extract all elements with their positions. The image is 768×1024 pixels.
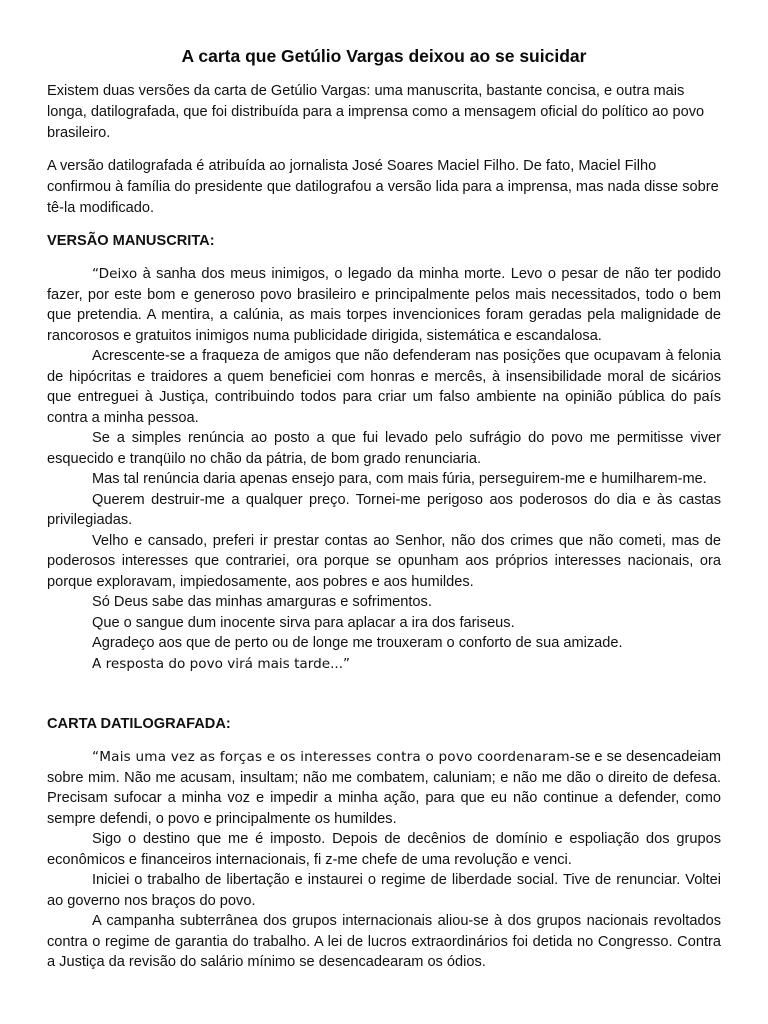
letter-paragraph bbox=[47, 747, 721, 829]
letter-paragraph: Iniciei o trabalho de libertação e instaurei o regime de liberdade social. Tive de renunciar. Voltei ao governo nos braços do povo. bbox=[47, 872, 721, 909]
letter-datilografada bbox=[47, 747, 721, 973]
letter-paragraph: Sigo o destino que me é imposto. Depois de decênios de domínio e espoliação dos grupos econômicos e financeiros internacionais, fi z-me chefe de uma revolução e venci. bbox=[47, 831, 721, 868]
letter-paragraph: Agradeço aos que de perto ou de longe me trouxeram o conforto de sua amizade. bbox=[92, 635, 623, 651]
handwritten-opening: “Deixo bbox=[92, 266, 138, 282]
typed-opening: “Mais uma vez as forças e os interesses contra o povo coordenaram- bbox=[92, 749, 575, 765]
section-heading-datilografada: CARTA DATILOGRAFADA: bbox=[47, 716, 231, 732]
intro-paragraph: A versão datilografada é atribuída ao jornalista José Soares Maciel Filho. De fato, Maciel Filho confirmou à família do presidente que datilografou a versão lida para a imprensa, mas nada disse sobre tê-la modificado. bbox=[47, 158, 719, 216]
letter-paragraph: Velho e cansado, preferi ir prestar contas ao Senhor, não dos crimes que não cometi, mas de poderosos interesses que contrariei, ora porque se opunham aos próprios interesses nacionais, ora porque exploravam, impiedosamente, aos pobres e aos humildes. bbox=[47, 532, 721, 590]
letter-paragraph: Se a simples renúncia ao posto a que fui levado pelo sufrágio do povo me permitisse viver esquecido e tranqüilo no chão da pátria, de bom grado renunciaria. bbox=[47, 430, 721, 467]
letter-paragraph bbox=[47, 264, 721, 346]
paragraph-text: à sanha dos meus inimigos, o legado da minha morte. Levo o pesar de não ter podido fazer, por este bom e generoso povo brasileiro e principalmente pelos mais necessitados, todo o bem que pretendia. A mentira, a calúnia, as mais torpes invencionices foram geradas pela malignidade de rancorosos e gratuitos inimigos numa publicidade dirigida, sistemática e escandalosa. bbox=[47, 266, 721, 344]
letter-paragraph: Mas tal renúncia daria apenas ensejo para, com mais fúria, perseguirem-me e humilharem-me. bbox=[92, 471, 707, 487]
letter-closing: A resposta do povo virá mais tarde...” bbox=[92, 655, 351, 672]
document-page bbox=[47, 0, 721, 973]
page-title: A carta que Getúlio Vargas deixou ao se suicidar bbox=[181, 46, 587, 66]
letter-paragraph: Que o sangue dum inocente sirva para aplacar a ira dos fariseus. bbox=[92, 614, 515, 631]
letter-paragraph: Só Deus sabe das minhas amarguras e sofrimentos. bbox=[92, 594, 432, 610]
paragraph-text: se e se desencadeiam sobre mim. Não me acusam, insultam; não me combatem, caluniam; e não me dão o direito de defesa. Precisam sufocar a minha voz e impedir a minha ação, para que eu não continue a defender, como sempre defendi, o povo e principalmente os humildes. bbox=[47, 749, 721, 827]
letter-paragraph: A campanha subterrânea dos grupos internacionais aliou-se à dos grupos nacionais revoltados contra o regime de garantia do trabalho. A lei de lucros extraordinários foi detida no Congresso. Contra a Justiça da revisão do salário mínimo se desencadearam os ódios. bbox=[47, 913, 721, 970]
section-spacer bbox=[47, 674, 721, 702]
intro-paragraph: Existem duas versões da carta de Getúlio Vargas: uma manuscrita, bastante concisa, e outra mais longa, datilografada, que foi distribuída para a imprensa como a mensagem oficial do político ao povo brasileiro. bbox=[47, 83, 705, 141]
letter-paragraph: Querem destruir-me a qualquer preço. Tornei-me perigoso aos poderosos do dia e às castas privilegiadas. bbox=[47, 491, 721, 528]
letter-manuscrita bbox=[47, 264, 721, 674]
letter-paragraph: Acrescente-se a fraqueza de amigos que não defenderam nas posições que ocupavam à felonia de hipócritas e traidores a quem beneficiei com honras e mercês, à insensibilidade moral de sicários que entreguei à Justiça, contribuindo todos para criar um falso ambiente na opinião pública do país contra a minha pessoa. bbox=[47, 348, 721, 426]
section-heading-manuscrita: VERSÃO MANUSCRITA: bbox=[47, 233, 215, 249]
